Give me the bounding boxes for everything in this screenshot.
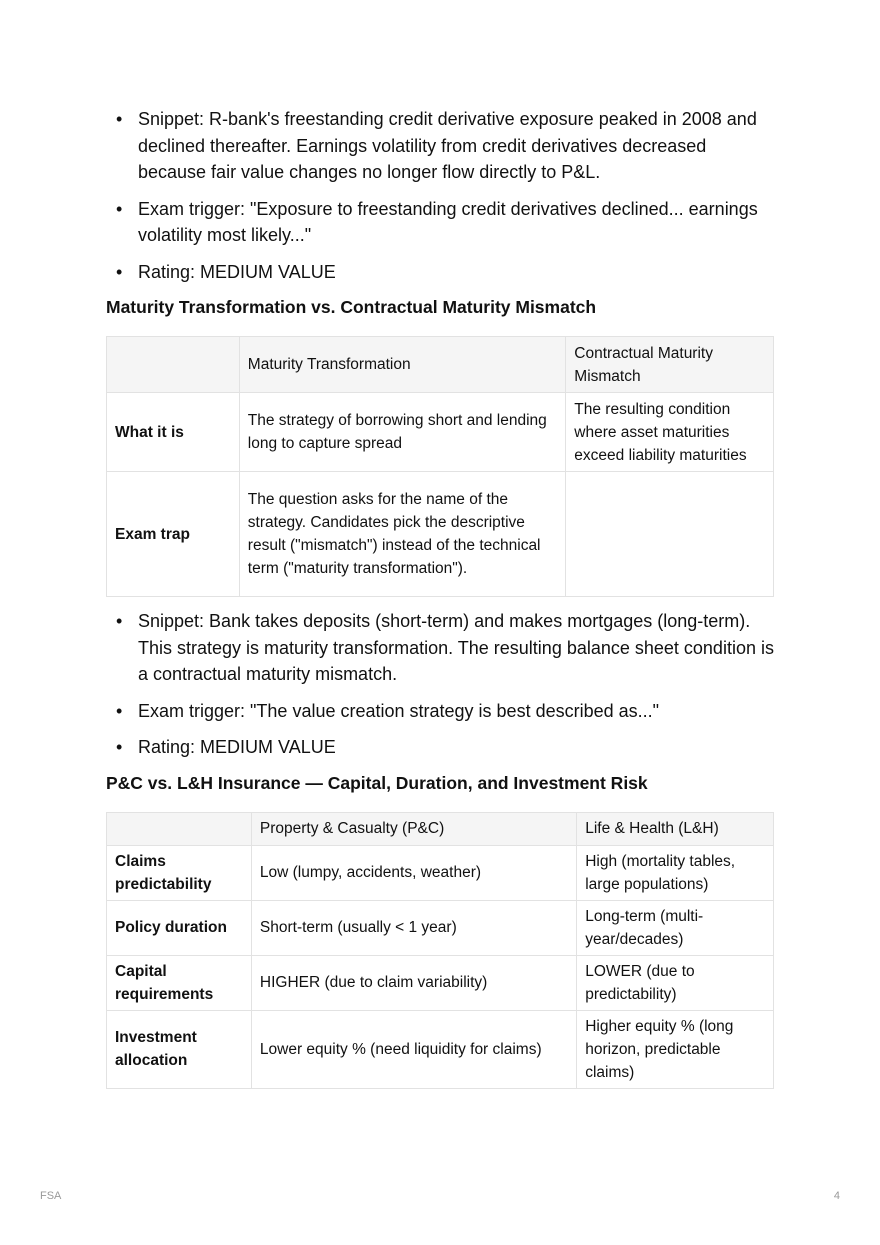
table-header-cell: [107, 337, 240, 393]
row-label: Capital requirements: [107, 955, 252, 1010]
row-label: Claims predictability: [107, 845, 252, 900]
bullet-list-credit-derivatives: [106, 106, 774, 285]
table-row: [107, 955, 774, 1010]
table-cell: Higher equity % (long horizon, predictable claims): [577, 1010, 774, 1088]
row-label: Exam trap: [107, 472, 240, 597]
bullet-list-maturity: [106, 608, 774, 761]
list-item: • Exam trigger: "Exposure to freestanding credit derivatives declined... earnings volatility most likely...": [138, 196, 774, 249]
list-item: • Snippet: R-bank's freestanding credit derivative exposure peaked in 2008 and declined thereafter. Earnings volatility from credit derivatives decreased because fair value changes no longer flow directly to P&L.: [138, 106, 774, 186]
list-item: • Snippet: Bank takes deposits (short-term) and makes mortgages (long-term). This strategy is maturity transformation. The resulting balance sheet condition is a contractual maturity mismatch.: [138, 608, 774, 688]
table-header-cell: [107, 812, 252, 845]
insurance-comparison-table: [106, 812, 774, 1089]
row-label: Policy duration: [107, 900, 252, 955]
footer-page-number: 4: [833, 1190, 840, 1202]
row-label: What it is: [107, 393, 240, 472]
table-header-row: [107, 812, 774, 845]
table-header-cell: Life & Health (L&H): [577, 812, 774, 845]
table-row: [107, 900, 774, 955]
table-row: [107, 393, 774, 472]
table-cell: High (mortality tables, large populations): [577, 845, 774, 900]
table-header-cell: Maturity Transformation: [239, 337, 565, 393]
table-cell: Low (lumpy, accidents, weather): [251, 845, 576, 900]
page-content: [106, 106, 774, 1089]
section-heading-maturity: Maturity Transformation vs. Contractual Maturity Mismatch: [106, 297, 597, 317]
list-item: • Rating: MEDIUM VALUE: [138, 259, 774, 286]
table-header-row: [107, 337, 774, 393]
section-heading-insurance: P&C vs. L&H Insurance — Capital, Duration, and Investment Risk: [106, 772, 648, 793]
table-row: [107, 472, 774, 597]
maturity-comparison-table: [106, 336, 774, 597]
table-header-cell: Property & Casualty (P&C): [251, 812, 576, 845]
table-row: [107, 845, 774, 900]
table-cell: The question asks for the name of the strategy. Candidates pick the descriptive result ("mismatch") instead of the technical term ("maturity transformation").: [239, 472, 565, 597]
table-cell: Short-term (usually < 1 year): [251, 900, 576, 955]
table-cell: The resulting condition where asset maturities exceed liability maturities: [566, 393, 774, 472]
table-cell: Long-term (multi-year/decades): [577, 900, 774, 955]
footer-document-label: FSA: [40, 1190, 62, 1202]
table-cell: [566, 472, 774, 597]
table-header-cell: Contractual Maturity Mismatch: [566, 337, 774, 393]
list-item: • Rating: MEDIUM VALUE: [138, 734, 774, 761]
table-cell: LOWER (due to predictability): [577, 955, 774, 1010]
table-cell: The strategy of borrowing short and lending long to capture spread: [239, 393, 565, 472]
table-cell: Lower equity % (need liquidity for claims): [251, 1010, 576, 1088]
list-item: • Exam trigger: "The value creation strategy is best described as...": [138, 698, 774, 725]
table-row: [107, 1010, 774, 1088]
row-label: Investment allocation: [107, 1010, 252, 1088]
table-cell: HIGHER (due to claim variability): [251, 955, 576, 1010]
